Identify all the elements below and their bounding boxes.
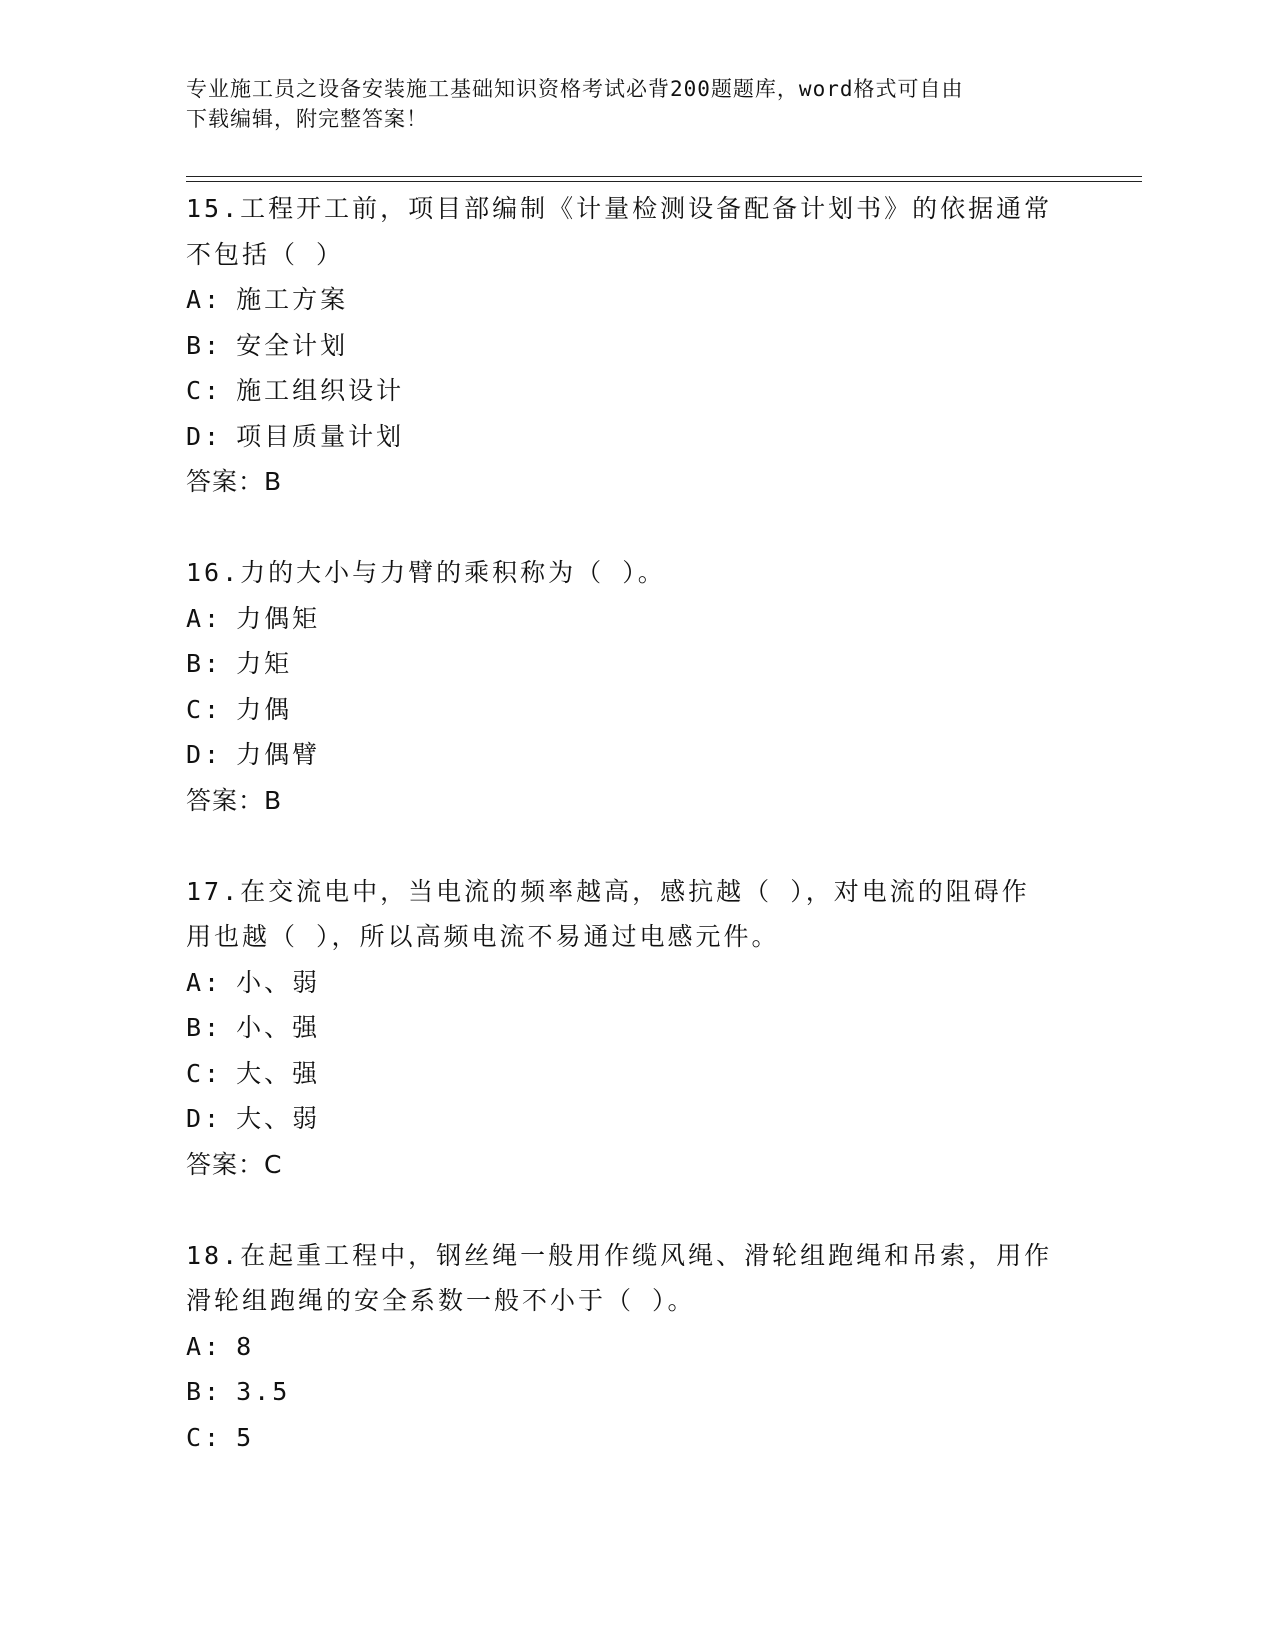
document-header <box>186 74 1066 134</box>
answer-label: 答案： <box>186 1149 265 1179</box>
option-c <box>186 687 1086 733</box>
option-d <box>186 732 1086 778</box>
option-b <box>186 323 1086 369</box>
header-divider-bottom <box>186 181 1142 182</box>
option-letter: B: <box>186 1013 223 1042</box>
option-d <box>186 414 1086 460</box>
option-letter: C: <box>186 1422 223 1452</box>
question-stem-continued: 不包括（ ） <box>186 239 345 269</box>
option-text: 小、弱 <box>236 967 321 997</box>
option-letter: C: <box>186 694 223 724</box>
option-letter: A: <box>186 1331 223 1361</box>
option-text: 小、强 <box>236 1013 321 1042</box>
option-letter: D: <box>186 740 223 769</box>
option-text: 大、强 <box>236 1058 321 1088</box>
header-line-2: 下载编辑，附完整答案！ <box>186 107 428 131</box>
answer-value: C <box>264 1149 283 1179</box>
question-17 <box>186 869 1086 1188</box>
option-a <box>186 596 1086 642</box>
option-d <box>186 1096 1086 1142</box>
question-list <box>186 186 1086 1460</box>
option-a <box>186 1324 1086 1370</box>
option-text: 力偶矩 <box>236 603 321 633</box>
option-letter: A: <box>186 967 223 997</box>
question-spacer <box>186 505 1086 551</box>
option-text: 力偶 <box>236 694 293 724</box>
option-c <box>186 1415 1086 1461</box>
question-stem: 18.在起重工程中，钢丝绳一般用作缆风绳、滑轮组跑绳和吊索，用作 <box>186 1240 1053 1270</box>
question-stem: 15.工程开工前，项目部编制《计量检测设备配备计划书》的依据通常 <box>186 194 1053 223</box>
option-text: 施工方案 <box>236 285 349 314</box>
option-text: 项目质量计划 <box>236 421 405 451</box>
option-b <box>186 1005 1086 1051</box>
answer-line <box>186 778 1086 824</box>
question-18 <box>186 1233 1086 1461</box>
option-letter: D: <box>186 1104 223 1133</box>
option-text: 安全计划 <box>236 330 349 360</box>
option-letter: C: <box>186 376 223 405</box>
option-letter: A: <box>186 603 223 633</box>
header-divider-top <box>186 176 1142 177</box>
option-letter: B: <box>186 649 223 678</box>
answer-label: 答案： <box>186 467 265 496</box>
option-text: 力矩 <box>236 649 293 678</box>
option-b <box>186 641 1086 687</box>
answer-value: B <box>264 467 283 496</box>
option-text: 3.5 <box>236 1377 291 1406</box>
answer-line <box>186 459 1086 505</box>
question-spacer <box>186 1187 1086 1233</box>
answer-value: B <box>264 785 283 815</box>
option-c <box>186 1051 1086 1097</box>
answer-label: 答案： <box>186 785 265 815</box>
option-text: 8 <box>236 1331 255 1361</box>
option-text: 力偶臂 <box>236 740 321 769</box>
option-letter: C: <box>186 1058 223 1088</box>
option-b <box>186 1369 1086 1415</box>
question-spacer <box>186 823 1086 869</box>
question-15 <box>186 186 1086 505</box>
option-a <box>186 960 1086 1006</box>
question-16 <box>186 550 1086 823</box>
option-a <box>186 277 1086 323</box>
option-c <box>186 368 1086 414</box>
header-line-1: 专业施工员之设备安装施工基础知识资格考试必背200题题库，word格式可自由 <box>186 77 964 101</box>
option-text: 大、弱 <box>236 1104 321 1133</box>
option-letter: B: <box>186 1377 223 1406</box>
question-stem-continued: 用也越（ ），所以高频电流不易通过电感元件。 <box>186 922 780 951</box>
question-stem: 16.力的大小与力臂的乘积称为（ ）。 <box>186 558 666 587</box>
option-letter: B: <box>186 330 223 360</box>
option-text: 5 <box>236 1422 255 1452</box>
option-letter: A: <box>186 285 223 314</box>
question-stem: 17.在交流电中，当电流的频率越高，感抗越（ ），对电流的阻碍作 <box>186 876 1030 906</box>
option-text: 施工组织设计 <box>236 376 405 405</box>
option-letter: D: <box>186 421 223 451</box>
question-stem-continued: 滑轮组跑绳的安全系数一般不小于（ ）。 <box>186 1286 696 1315</box>
answer-line <box>186 1142 1086 1188</box>
